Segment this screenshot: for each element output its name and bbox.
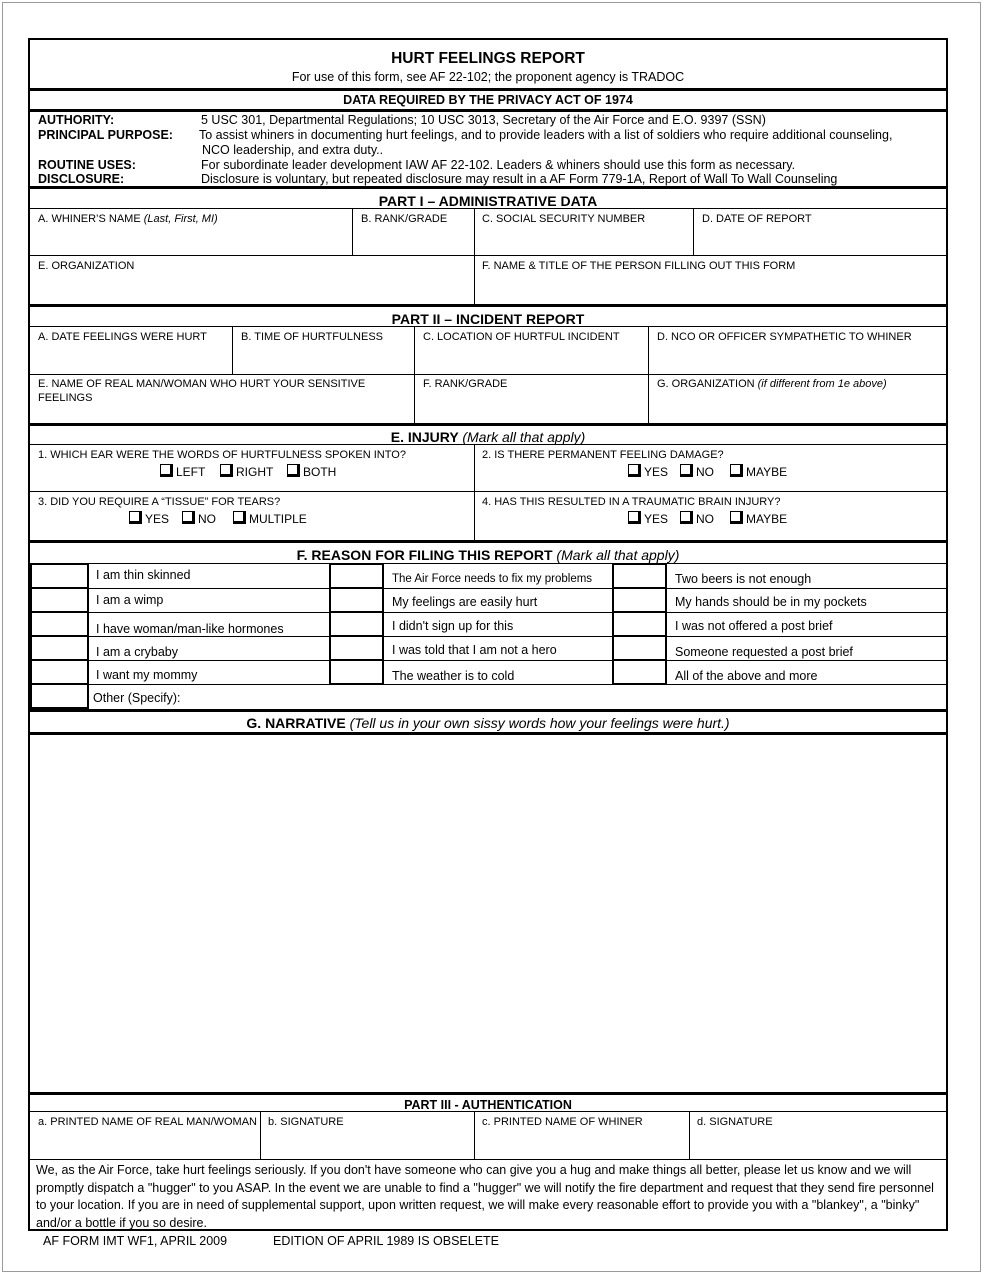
option-label: NO: [696, 512, 714, 526]
divider: [30, 423, 946, 426]
authentication-statement: We, as the Air Force, take hurt feelings seriously. If you don't have someone who can give you a hug and make things all better, please let us know and we will promptly dispatch a "hugger" to you ASAP. In the event we are unable to find a "hugger" we will notify the fire department and request that they send fire personnel to your location. If you are in need of supplemental support, upon written request, we will make every reasonable effort to provide you with a "blankey", a "binky" and/or a bottle if you so desire.: [36, 1163, 934, 1230]
divider: [260, 1111, 261, 1159]
damage-maybe-option[interactable]: [730, 464, 787, 479]
narrative-heading-note: (Tell us in your own sissy words how your feelings were hurt.): [349, 715, 730, 731]
option-label: NO: [696, 465, 714, 479]
divider: [30, 684, 946, 685]
divider: [30, 186, 946, 189]
checkbox-icon[interactable]: [160, 464, 173, 477]
reason-checkbox[interactable]: [612, 563, 667, 589]
reason-checkbox[interactable]: [612, 611, 667, 637]
organization-field[interactable]: E. ORGANIZATION: [38, 260, 135, 272]
option-label: NO: [198, 512, 216, 526]
reason-checkbox[interactable]: [30, 563, 89, 589]
divider: [30, 374, 946, 375]
checkbox-icon[interactable]: [233, 511, 246, 524]
reasons-heading-note: (Mark all that apply): [556, 547, 680, 563]
brain-no-option[interactable]: [680, 511, 714, 526]
divider: [30, 255, 946, 256]
edition-note: EDITION OF APRIL 1989 IS OBSELETE: [273, 1234, 500, 1248]
part2-heading: PART II – INCIDENT REPORT: [391, 311, 585, 327]
purpose-label: PRINCIPAL PURPOSE:: [38, 128, 173, 142]
routine-uses-label: ROUTINE USES:: [38, 158, 136, 172]
divider: [30, 304, 946, 307]
divider: [30, 660, 946, 661]
real-man-name-field[interactable]: a. PRINTED NAME OF REAL MAN/WOMAN: [38, 1116, 258, 1128]
reason-label: Someone requested a post brief: [675, 645, 853, 659]
reason-label: My hands should be in my pockets: [675, 595, 867, 609]
authority-text: 5 USC 301, Departmental Regulations; 10 USC 3013, Secretary of the Air Force and E.O. 9397 (SSN): [201, 113, 766, 127]
reason-checkbox[interactable]: [30, 635, 89, 661]
damage-no-option[interactable]: [680, 464, 714, 479]
form-id: AF FORM IMT WF1, APRIL 2009: [43, 1234, 228, 1248]
checkbox-icon[interactable]: [287, 464, 300, 477]
narrative-heading: [30, 715, 946, 731]
checkbox-icon[interactable]: [680, 464, 693, 477]
purpose-text-continued: NCO leadership, and extra duty..: [202, 143, 384, 157]
whiner-name-note: (Last, First, MI): [143, 213, 218, 225]
divider: [30, 612, 946, 613]
time-hurt-field[interactable]: B. TIME OF HURTFULNESS: [241, 331, 384, 343]
divider: [30, 208, 946, 209]
feeling-damage-question: 2. IS THERE PERMANENT FEELING DAMAGE?: [482, 449, 724, 461]
ear-right-option[interactable]: [220, 464, 273, 479]
option-label: MULTIPLE: [249, 512, 307, 526]
checkbox-icon[interactable]: [220, 464, 233, 477]
divider: [30, 444, 946, 445]
reason-label: The weather is to cold: [392, 669, 515, 683]
whiner-name-label: A. WHINER’S NAME: [38, 213, 141, 225]
checkbox-icon[interactable]: [628, 464, 641, 477]
whiner-printed-name-field[interactable]: c. PRINTED NAME OF WHINER: [482, 1116, 643, 1128]
privacy-heading: DATA REQUIRED BY THE PRIVACY ACT OF 1974: [343, 93, 633, 107]
tissue-question: 3. DID YOU REQUIRE A “TISSUE” FOR TEARS?: [38, 496, 281, 508]
reason-checkbox[interactable]: [612, 659, 667, 685]
tissue-no-option[interactable]: [182, 511, 216, 526]
reason-label: All of the above and more: [675, 669, 818, 683]
option-label: LEFT: [176, 465, 206, 479]
ear-left-option[interactable]: [160, 464, 205, 479]
reason-label: The Air Force needs to fix my problems: [392, 573, 593, 585]
reason-checkbox[interactable]: [30, 683, 89, 709]
divider: [30, 1111, 946, 1112]
part3-heading: PART III - AUTHENTICATION: [404, 1098, 572, 1112]
checkbox-icon[interactable]: [730, 464, 743, 477]
ear-both-option[interactable]: [287, 464, 336, 479]
checkbox-icon[interactable]: [182, 511, 195, 524]
divider: [30, 109, 946, 112]
option-label: MAYBE: [746, 465, 788, 479]
divider: [30, 1092, 946, 1095]
offender-org-note: (if different from 1e above): [757, 378, 887, 390]
authority-label: AUTHORITY:: [38, 113, 115, 127]
divider: [474, 1111, 475, 1159]
option-label: YES: [644, 512, 669, 526]
divider: [474, 208, 475, 304]
reason-label: Two beers is not enough: [675, 572, 812, 586]
option-label: BOTH: [303, 465, 337, 479]
reason-label: I am a wimp: [96, 593, 164, 607]
rank-grade-field[interactable]: B. RANK/GRADE: [361, 213, 448, 225]
checkbox-icon[interactable]: [730, 511, 743, 524]
reason-checkbox[interactable]: [329, 587, 384, 613]
reason-checkbox[interactable]: [329, 635, 384, 661]
checkbox-icon[interactable]: [680, 511, 693, 524]
divider: [30, 491, 946, 492]
divider: [30, 326, 946, 327]
divider: [30, 709, 946, 712]
reason-checkbox[interactable]: [30, 611, 89, 637]
divider: [232, 326, 233, 374]
reason-checkbox[interactable]: [329, 659, 384, 685]
location-field[interactable]: C. LOCATION OF HURTFUL INCIDENT: [423, 331, 620, 343]
reason-label: I am thin skinned: [96, 568, 191, 582]
option-label: RIGHT: [236, 465, 274, 479]
routine-uses-text: For subordinate leader development IAW AF 22-102. Leaders & whiners should use this form as necessary.: [201, 158, 796, 172]
reason-label: I didn't sign up for this: [392, 619, 514, 633]
brain-yes-option[interactable]: [628, 511, 668, 526]
damage-yes-option[interactable]: [628, 464, 668, 479]
sympathetic-nco-field[interactable]: D. NCO OR OFFICER SYMPATHETIC TO WHINER: [657, 331, 912, 343]
narrative-heading-text: G. NARRATIVE: [246, 715, 346, 731]
whiner-signature-field[interactable]: d. SIGNATURE: [697, 1116, 773, 1128]
reason-checkbox[interactable]: [329, 611, 384, 637]
reason-checkbox[interactable]: [30, 587, 89, 613]
date-hurt-field[interactable]: A. DATE FEELINGS WERE HURT: [38, 331, 207, 343]
divider: [30, 88, 946, 91]
divider: [693, 208, 694, 255]
disclosure-label: DISCLOSURE:: [38, 172, 125, 186]
reasons-heading: [30, 547, 946, 563]
ssn-field[interactable]: C. SOCIAL SECURITY NUMBER: [482, 213, 646, 225]
preparer-name-field[interactable]: F. NAME & TITLE OF THE PERSON FILLING OUT THIS FORM: [482, 260, 796, 272]
hurt-feelings-form: [28, 38, 948, 1231]
reason-checkbox[interactable]: [30, 659, 89, 685]
form-subtitle: For use of this form, see AF 22-102; the proponent agency is TRADOC: [291, 70, 685, 84]
divider: [30, 563, 946, 564]
brain-injury-question: 4. HAS THIS RESULTED IN A TRAUMATIC BRAIN INJURY?: [482, 496, 781, 508]
offender-rank-field[interactable]: F. RANK/GRADE: [423, 378, 508, 390]
divider: [474, 444, 475, 540]
tissue-yes-option[interactable]: [129, 511, 169, 526]
option-label: MAYBE: [746, 512, 788, 526]
part1-heading: PART I – ADMINISTRATIVE DATA: [378, 193, 598, 209]
reason-checkbox[interactable]: [612, 635, 667, 661]
form-title: HURT FEELINGS REPORT: [391, 50, 585, 67]
offender-org-label: G. ORGANIZATION: [657, 378, 755, 390]
injury-heading: [30, 429, 946, 445]
real-man-signature-field[interactable]: b. SIGNATURE: [268, 1116, 344, 1128]
narrative-text-area[interactable]: [30, 735, 946, 1090]
divider: [30, 1159, 946, 1160]
option-label: YES: [145, 512, 170, 526]
ear-question: 1. WHICH EAR WERE THE WORDS OF HURTFULNESS SPOKEN INTO?: [38, 449, 406, 461]
brain-maybe-option[interactable]: [730, 511, 787, 526]
reason-other-label: Other (Specify):: [93, 691, 181, 705]
divider: [30, 540, 946, 543]
reason-label: I was not offered a post brief: [675, 619, 833, 633]
reason-checkbox[interactable]: [612, 587, 667, 613]
reason-label: I am a crybaby: [96, 645, 178, 659]
divider: [352, 208, 353, 255]
checkbox-icon[interactable]: [129, 511, 142, 524]
checkbox-icon[interactable]: [628, 511, 641, 524]
reason-label: I was told that I am not a hero: [392, 643, 557, 657]
reason-label: My feelings are easily hurt: [392, 595, 538, 609]
reason-label: I want my mommy: [96, 668, 198, 682]
injury-heading-note: (Mark all that apply): [462, 429, 586, 445]
offender-name-label: E. NAME OF REAL MAN/WOMAN WHO HURT YOUR SENSITIVE: [38, 378, 366, 390]
whiner-name-field[interactable]: [38, 212, 218, 226]
offender-org-field[interactable]: [657, 377, 887, 391]
injury-heading-text: E. INJURY: [390, 429, 459, 445]
option-label: YES: [644, 465, 669, 479]
reason-checkbox[interactable]: [329, 563, 384, 589]
divider: [689, 1111, 690, 1159]
offender-name-label-cont: FEELINGS: [38, 392, 93, 404]
reasons-heading-text: F. REASON FOR FILING THIS REPORT: [296, 547, 553, 563]
purpose-text: To assist whiners in documenting hurt feelings, and to provide leaders with a list of soldiers who require additional counseling,: [199, 128, 893, 142]
date-of-report-field[interactable]: D. DATE OF REPORT: [702, 213, 812, 225]
tissue-multiple-option[interactable]: [233, 511, 307, 526]
reason-label: I have woman/man-like hormones: [96, 622, 284, 636]
offender-name-field[interactable]: [38, 377, 365, 405]
disclosure-text: Disclosure is voluntary, but repeated disclosure may result in a AF Form 779-1A, Report of Wall To Wall Counseling: [201, 172, 838, 186]
